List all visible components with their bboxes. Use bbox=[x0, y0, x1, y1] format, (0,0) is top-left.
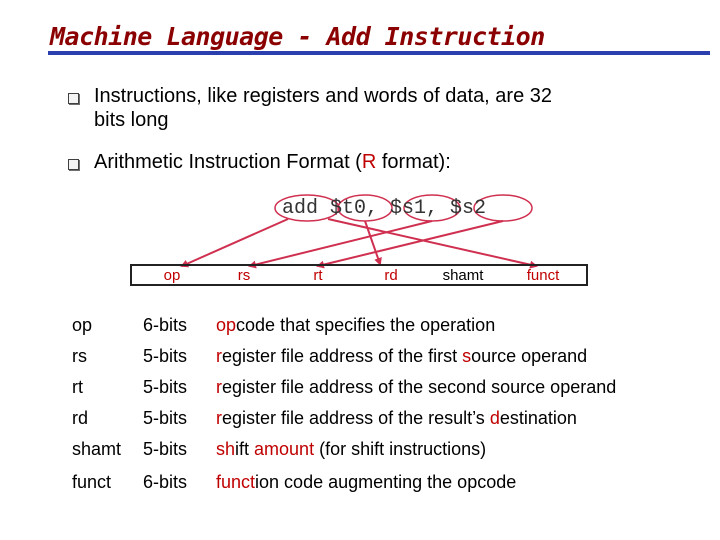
row-bits: 5-bits bbox=[143, 408, 188, 428]
arrow-add-funct bbox=[328, 219, 536, 266]
arrow-add-op bbox=[182, 219, 288, 266]
row-desc: shift amount (for shift instructions) bbox=[216, 439, 487, 459]
bullet-1-line-2: bits long bbox=[94, 109, 169, 131]
row-bits: 5-bits bbox=[143, 439, 188, 459]
bullet-2-highlight: R bbox=[361, 151, 377, 173]
table-row bbox=[0, 472, 720, 498]
row-name: rt bbox=[72, 377, 83, 397]
instruction-example: add $t0, $s1, $s2 bbox=[282, 197, 487, 220]
row-bits: 6-bits bbox=[143, 472, 188, 492]
row-desc: register file address of the second source operand bbox=[216, 377, 617, 397]
bullet-2-pre: Arithmetic Instruction Format ( bbox=[94, 151, 362, 173]
instruction-format-box bbox=[130, 264, 588, 286]
arrow-s1-rs bbox=[250, 221, 432, 266]
table-row bbox=[0, 377, 720, 403]
table-row bbox=[0, 346, 720, 372]
row-desc: opcode that specifies the operation bbox=[216, 315, 496, 335]
row-desc: register file address of the result’s destination bbox=[216, 408, 577, 428]
row-name: funct bbox=[72, 472, 112, 492]
row-desc: function code augmenting the opcode bbox=[216, 472, 517, 492]
field-funct: funct bbox=[526, 267, 560, 284]
row-bits: 5-bits bbox=[143, 346, 188, 366]
row-desc: register file address of the first source operand bbox=[216, 346, 588, 366]
row-name: rd bbox=[72, 408, 89, 428]
field-rd: rd bbox=[384, 267, 398, 284]
field-shamt: shamt bbox=[442, 267, 484, 284]
field-rs: rs bbox=[237, 267, 251, 284]
bullet-1-line-1: Instructions, like registers and words of data, are 32 bbox=[94, 85, 553, 107]
table-row bbox=[0, 408, 720, 434]
row-bits: 5-bits bbox=[143, 377, 188, 397]
row-name: shamt bbox=[72, 439, 122, 459]
table-row bbox=[0, 315, 720, 341]
field-rt: rt bbox=[313, 267, 323, 284]
field-op: op bbox=[163, 267, 181, 284]
arrow-t0-rd bbox=[365, 221, 380, 264]
row-name: op bbox=[72, 315, 93, 335]
slide-title: Machine Language - Add Instruction bbox=[50, 22, 545, 51]
row-bits: 6-bits bbox=[143, 315, 188, 335]
arrow-s2-rt bbox=[318, 221, 503, 266]
table-row bbox=[0, 439, 720, 465]
row-name: rs bbox=[72, 346, 87, 366]
bullet-2-post: format): bbox=[376, 151, 451, 173]
